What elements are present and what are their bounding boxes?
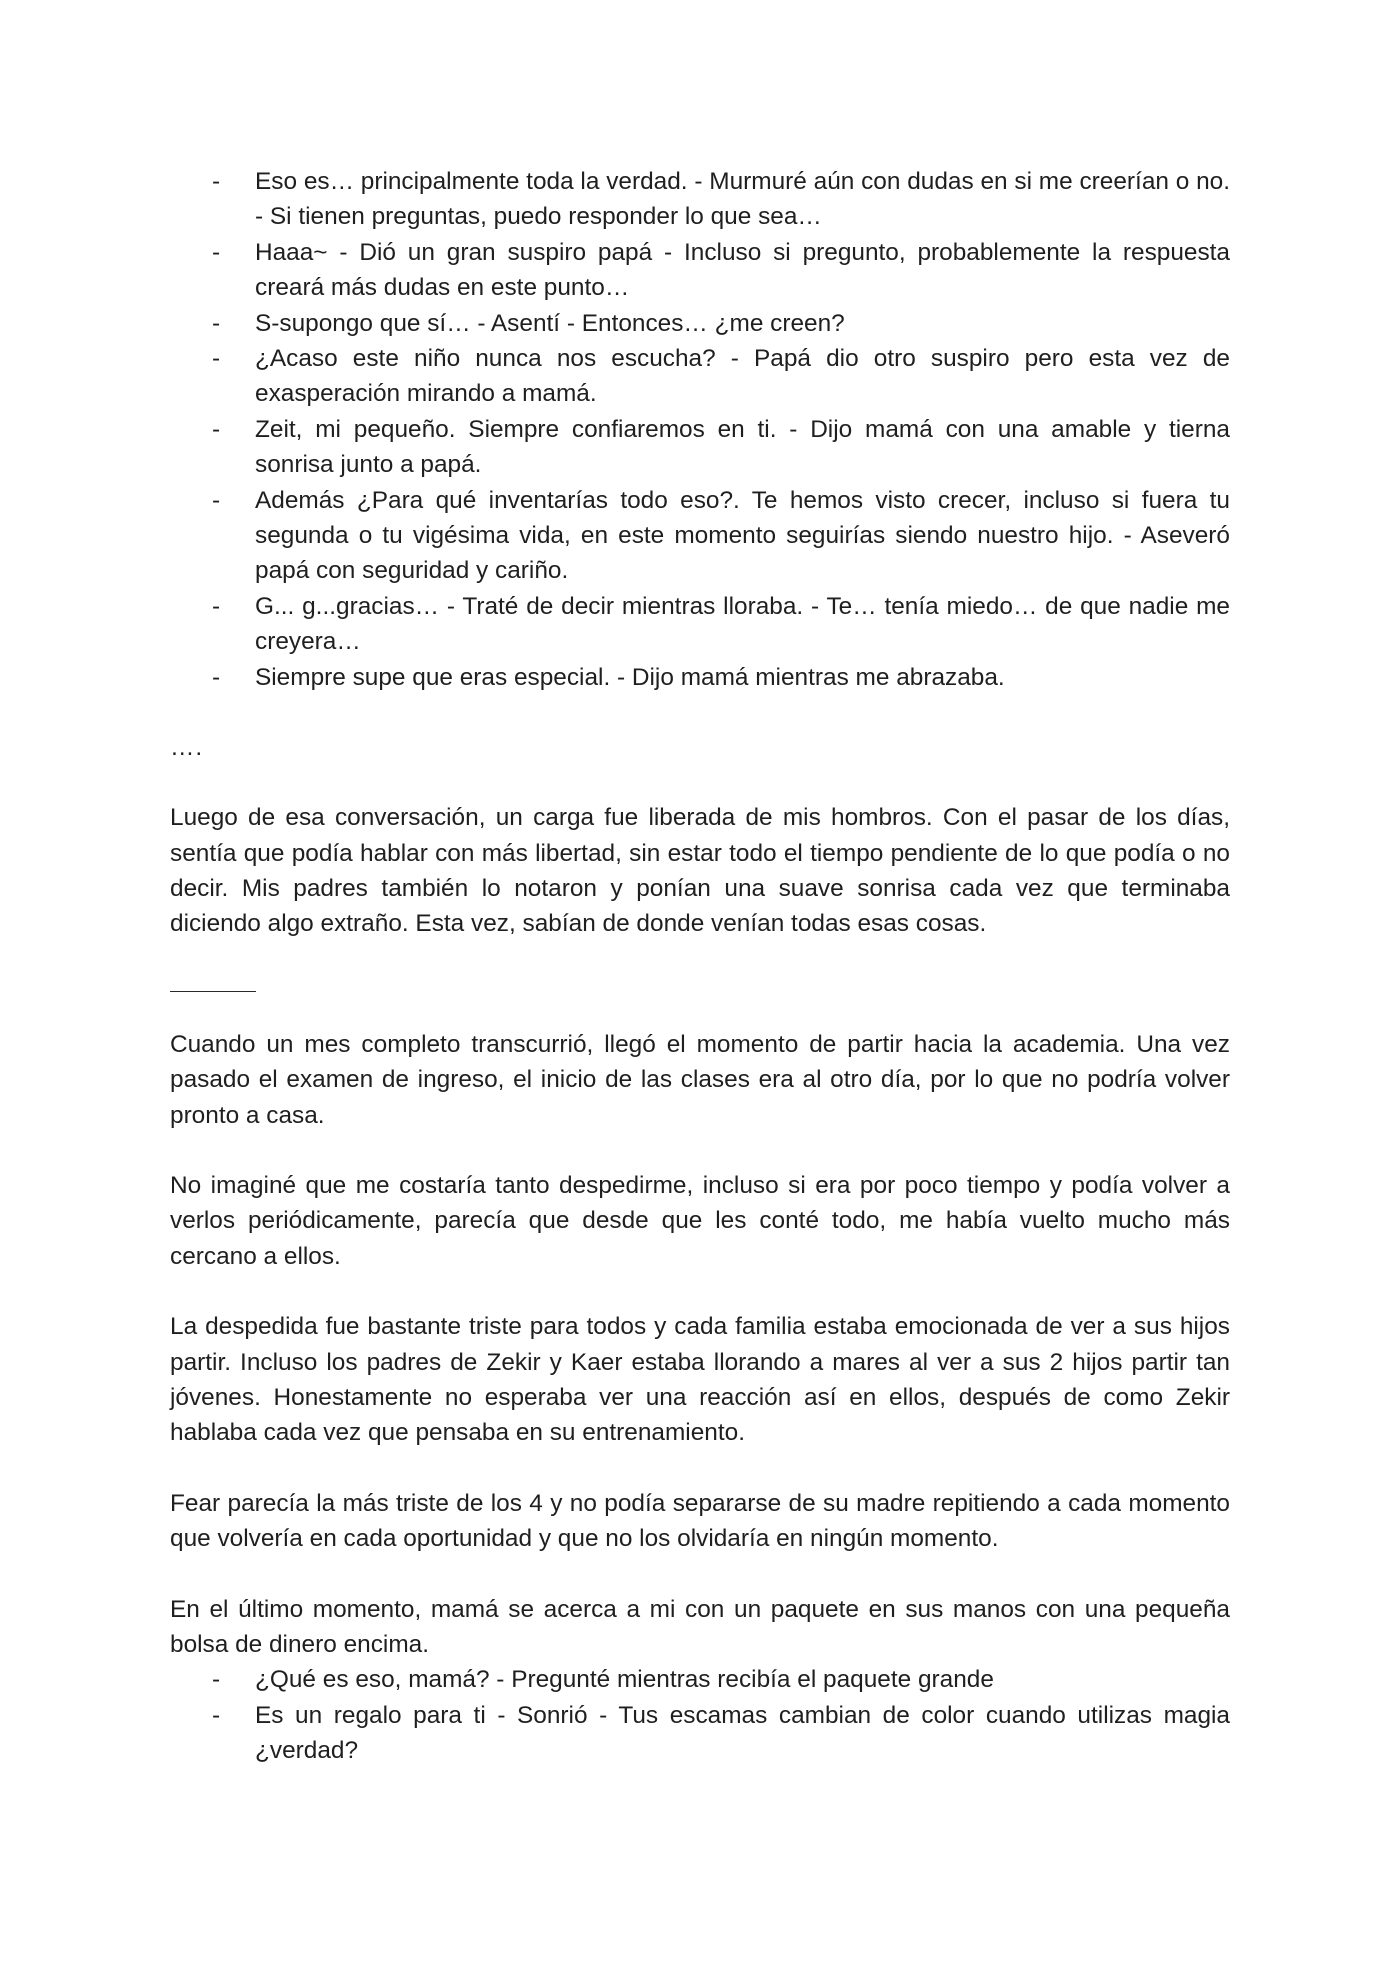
dialogue-line [170,341,1230,412]
dialogue-text: Zeit, mi pequeño. Siempre confiaremos en ti. - Dijo mamá con una amable y tierna sonrisa junto a papá. [255,415,1230,479]
document-page [170,164,1230,1769]
dialogue-dash: - [212,415,221,443]
section-divider [170,991,256,992]
dialogue-dash: - [212,238,221,266]
dialogue-dash: - [212,1701,221,1729]
dialogue-line [170,306,1230,341]
dialogue-line [170,589,1230,660]
dialogue-line [170,164,1230,235]
dialogue-dash: - [212,1666,221,1694]
dialogue-line [170,483,1230,589]
dialogue-text: Eso es… principalmente toda la verdad. - Murmuré aún con dudas en si me creerían o no. - Si tienen preguntas, puedo responder lo que sea… [255,168,1230,231]
dialogue-list-bottom [170,1662,1230,1768]
paragraph: Cuando un mes completo transcurrió, llegó el momento de partir hacia la academia. Una vez pasado el examen de ingreso, el inicio de las clases era al otro día, por lo que no podría volver pronto a casa. [170,1030,1230,1129]
dialogue-line [170,1662,1230,1697]
dialogue-dash: - [212,663,221,691]
dialogue-dash: - [212,309,221,337]
scene-break-dots: …. [170,734,204,762]
dialogue-text: Siempre supe que eras especial. - Dijo mamá mientras me abrazaba. [255,663,1005,691]
dialogue-text: G... g...gracias… - Traté de decir mientras lloraba. - Te… tenía miedo… de que nadie me creyera… [255,592,1230,656]
paragraph: En el último momento, mamá se acerca a mi con un paquete en sus manos con una pequeña bolsa de dinero encima. [170,1595,1230,1658]
paragraph: No imaginé que me costaría tanto despedirme, incluso si era por poco tiempo y podía volver a verlos periódicamente, parecía que desde que les conté todo, me había vuelto mucho más cercano a ellos. [170,1171,1230,1270]
dialogue-line [170,412,1230,483]
dialogue-text: Es un regalo para ti - Sonrió - Tus escamas cambian de color cuando utilizas magia ¿verdad? [255,1701,1230,1765]
paragraph: La despedida fue bastante triste para todos y cada familia estaba emocionada de ver a sus hijos partir. Incluso los padres de Zekir y Kaer estaba llorando a mares al ver a sus 2 hijos partir tan jóvenes. Honestamente no esperaba ver una reacción así en ellos, después de como Zekir hablaba cada vez que pensaba en su entrenamiento. [170,1313,1230,1447]
dialogue-dash: - [212,592,221,620]
dialogue-text: Haaa~ - Dió un gran suspiro papá - Incluso si pregunto, probablemente la respuesta creará más dudas en este punto… [255,238,1230,302]
dialogue-text: Además ¿Para qué inventarías todo eso?. Te hemos visto crecer, incluso si fuera tu segunda o tu vigésima vida, en este momento seguirías siendo nuestro hijo. - Aseveró papá con seguridad y cariño. [255,486,1230,585]
dialogue-text: ¿Qué es eso, mamá? - Pregunté mientras recibía el paquete grande [255,1666,994,1694]
paragraph: Luego de esa conversación, un carga fue liberada de mis hombros. Con el pasar de los días, sentía que podía hablar con más libertad, sin estar todo el tiempo pendiente de lo que podía o no decir. Mis padres también lo notaron y ponían una suave sonrisa cada vez que terminaba diciendo algo extraño. Esta vez, sabían de donde venían todas esas cosas. [170,804,1230,938]
dialogue-list-top [170,164,1230,695]
dialogue-dash: - [212,345,221,373]
dialogue-text: S-supongo que sí… - Asentí - Entonces… ¿me creen? [255,309,845,337]
dialogue-line [170,235,1230,306]
dialogue-line [170,1698,1230,1769]
dialogue-dash: - [212,168,221,195]
dialogue-text: ¿Acaso este niño nunca nos escucha? - Papá dio otro suspiro pero esta vez de exasperación mirando a mamá. [255,345,1230,408]
dialogue-dash: - [212,486,221,514]
dialogue-line [170,660,1230,695]
paragraph: Fear parecía la más triste de los 4 y no podía separarse de su madre repitiendo a cada momento que volvería en cada oportunidad y que no los olvidaría en ningún momento. [170,1489,1230,1553]
